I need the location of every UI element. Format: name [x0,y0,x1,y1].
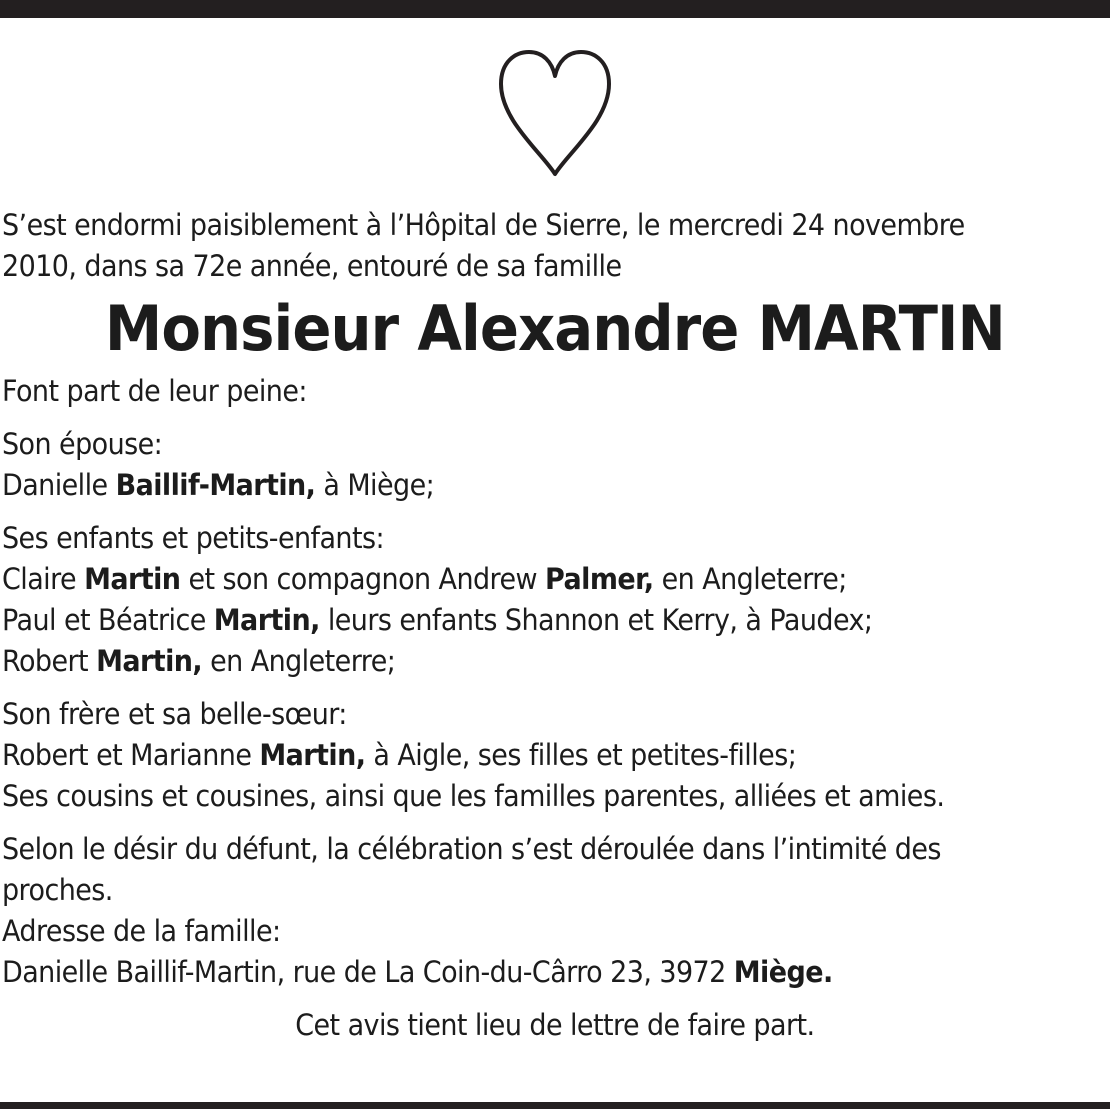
heart-outline-icon [497,48,613,178]
top-rule [0,0,1110,18]
sibling-robert-marianne: Robert et Marianne Martin, à Aigle, ses filles et petites-filles; [2,738,797,772]
intro-line-1: S’est endormi paisiblement à l’Hôpital de Sierre, le mercredi 24 novembre [2,208,965,242]
child-robert: Robert Martin, en Angleterre; [2,644,396,678]
ceremony-line-1: Selon le désir du défunt, la célébration s’est déroulée dans l’intimité des [2,832,941,866]
family-intro: Font part de leur peine: [2,374,307,408]
ceremony-line-2: proches. [2,873,113,907]
deceased-name: Monsieur Alexandre MARTIN [104,292,1005,365]
intro-line-2: 2010, dans sa 72e année, entouré de sa famille [2,249,622,283]
children-heading: Ses enfants et petits-enfants: [2,521,384,555]
spouse-heading: Son épouse: [2,427,163,461]
child-paul: Paul et Béatrice Martin, leurs enfants Shannon et Kerry, à Paudex; [2,603,873,637]
bottom-rule [0,1102,1110,1109]
spouse-line: Danielle Baillif-Martin, à Miège; [2,468,435,502]
cousins-line: Ses cousins et cousines, ainsi que les familles parentes, alliées et amies. [2,779,945,813]
obituary-body [2,205,1108,1046]
address-heading: Adresse de la famille: [2,914,281,948]
address-line: Danielle Baillif-Martin, rue de La Coin-du-Cârro 23, 3972 Miège. [2,955,833,989]
siblings-heading: Son frère et sa belle-sœur: [2,697,347,731]
closing-note: Cet avis tient lieu de lettre de faire part. [295,1008,815,1042]
child-claire: Claire Martin et son compagnon Andrew Palmer, en Angleterre; [2,562,847,596]
